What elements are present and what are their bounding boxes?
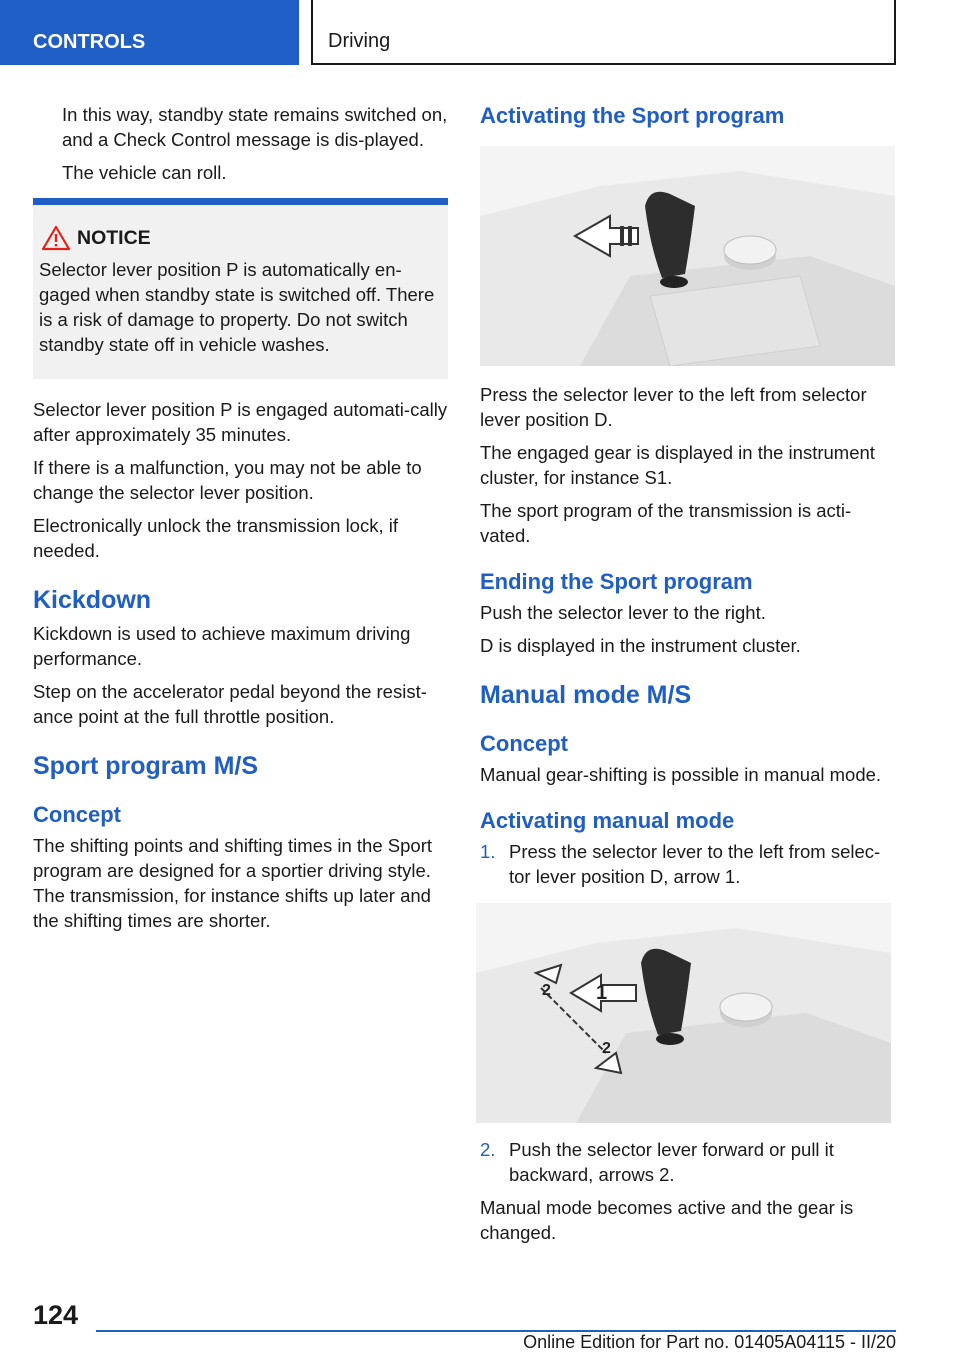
step-1-number: 1. xyxy=(480,841,496,862)
paragraph-unlock: Electronically unlock the transmission lock, if needed. xyxy=(33,515,399,561)
arrow-1-label: 1 xyxy=(596,982,608,1004)
selector-lever-illustration xyxy=(480,146,895,366)
notice-title: NOTICE xyxy=(77,226,151,249)
header-section-label: CONTROLS xyxy=(0,0,299,65)
heading-ending-sport: Ending the Sport program xyxy=(480,569,753,594)
heading-sport-program: Sport program M/S xyxy=(33,752,259,780)
step-2 xyxy=(480,1137,900,1187)
notice-text: Selector lever position P is automatically en‐gaged when standby state is switched off. There is a risk of damage to property. Do not switch standby state off in vehicle washes. xyxy=(39,259,435,355)
intro-paragraph-1: In this way, standby state remains switched on, and a Check Control message is dis‐played. xyxy=(62,104,448,150)
figure-selector-lever-left xyxy=(480,146,895,366)
heading-sport-concept: Concept xyxy=(33,802,121,827)
intro-paragraph-2: The vehicle can roll. xyxy=(62,162,227,183)
paragraph-sport-step-1: Press the selector lever to the left from selector lever position D. xyxy=(480,384,867,430)
step-2-number: 2. xyxy=(480,1139,496,1160)
paragraph-manual-result: Manual mode becomes active and the gear is changed. xyxy=(480,1197,854,1243)
warning-triangle-icon xyxy=(39,225,73,251)
paragraph-kickdown-2: Step on the accelerator pedal beyond the resist‐ance point at the full throttle position. xyxy=(33,681,427,727)
header-chapter-label: Driving xyxy=(311,0,896,65)
heading-activating-manual: Activating manual mode xyxy=(480,808,735,833)
heading-kickdown: Kickdown xyxy=(33,586,152,614)
heading-manual-mode: Manual mode M/S xyxy=(480,681,692,709)
heading-manual-concept: Concept xyxy=(480,731,568,756)
notice-box xyxy=(33,198,448,379)
paragraph-auto-park: Selector lever position P is engaged automati‐cally after approximately 35 minutes. xyxy=(33,399,448,445)
figure-manual-mode-arrows xyxy=(476,903,891,1123)
heading-activating-sport: Activating the Sport program xyxy=(480,103,785,128)
right-column xyxy=(480,102,900,1253)
step-2-text: Push the selector lever forward or pull it backward, arrows 2. xyxy=(509,1139,834,1185)
notice-header xyxy=(39,225,440,251)
paragraph-sport-step-2: The engaged gear is displayed in the instrument cluster, for instance S1. xyxy=(480,442,875,488)
paragraph-ending-1: Push the selector lever to the right. xyxy=(480,602,766,623)
manual-mode-illustration xyxy=(476,903,891,1123)
paragraph-sport-step-3: The sport program of the transmission is acti‐vated. xyxy=(480,500,852,546)
step-1 xyxy=(480,839,900,889)
paragraph-manual-concept: Manual gear-shifting is possible in manual mode. xyxy=(480,764,882,785)
paragraph-kickdown-1: Kickdown is used to achieve maximum driving performance. xyxy=(33,623,411,669)
step-1-text: Press the selector lever to the left from selec‐tor lever position D, arrow 1. xyxy=(509,841,881,887)
arrow-2-bottom-label: 2 xyxy=(602,1040,611,1057)
paragraph-sport-concept: The shifting points and shifting times in the Sport program are designed for a sportier driving style. The transmission, for instance shifts up later and the shifting times are shorter. xyxy=(33,835,432,931)
footer-edition: Online Edition for Part no. 01405A04115 - II/20 xyxy=(523,1332,896,1352)
paragraph-malfunction: If there is a malfunction, you may not be able to change the selector lever position. xyxy=(33,457,422,503)
left-column xyxy=(33,102,448,941)
paragraph-ending-2: D is displayed in the instrument cluster. xyxy=(480,635,801,656)
arrow-2-top-label: 2 xyxy=(542,982,551,999)
page-number: 124 xyxy=(33,1300,79,1330)
